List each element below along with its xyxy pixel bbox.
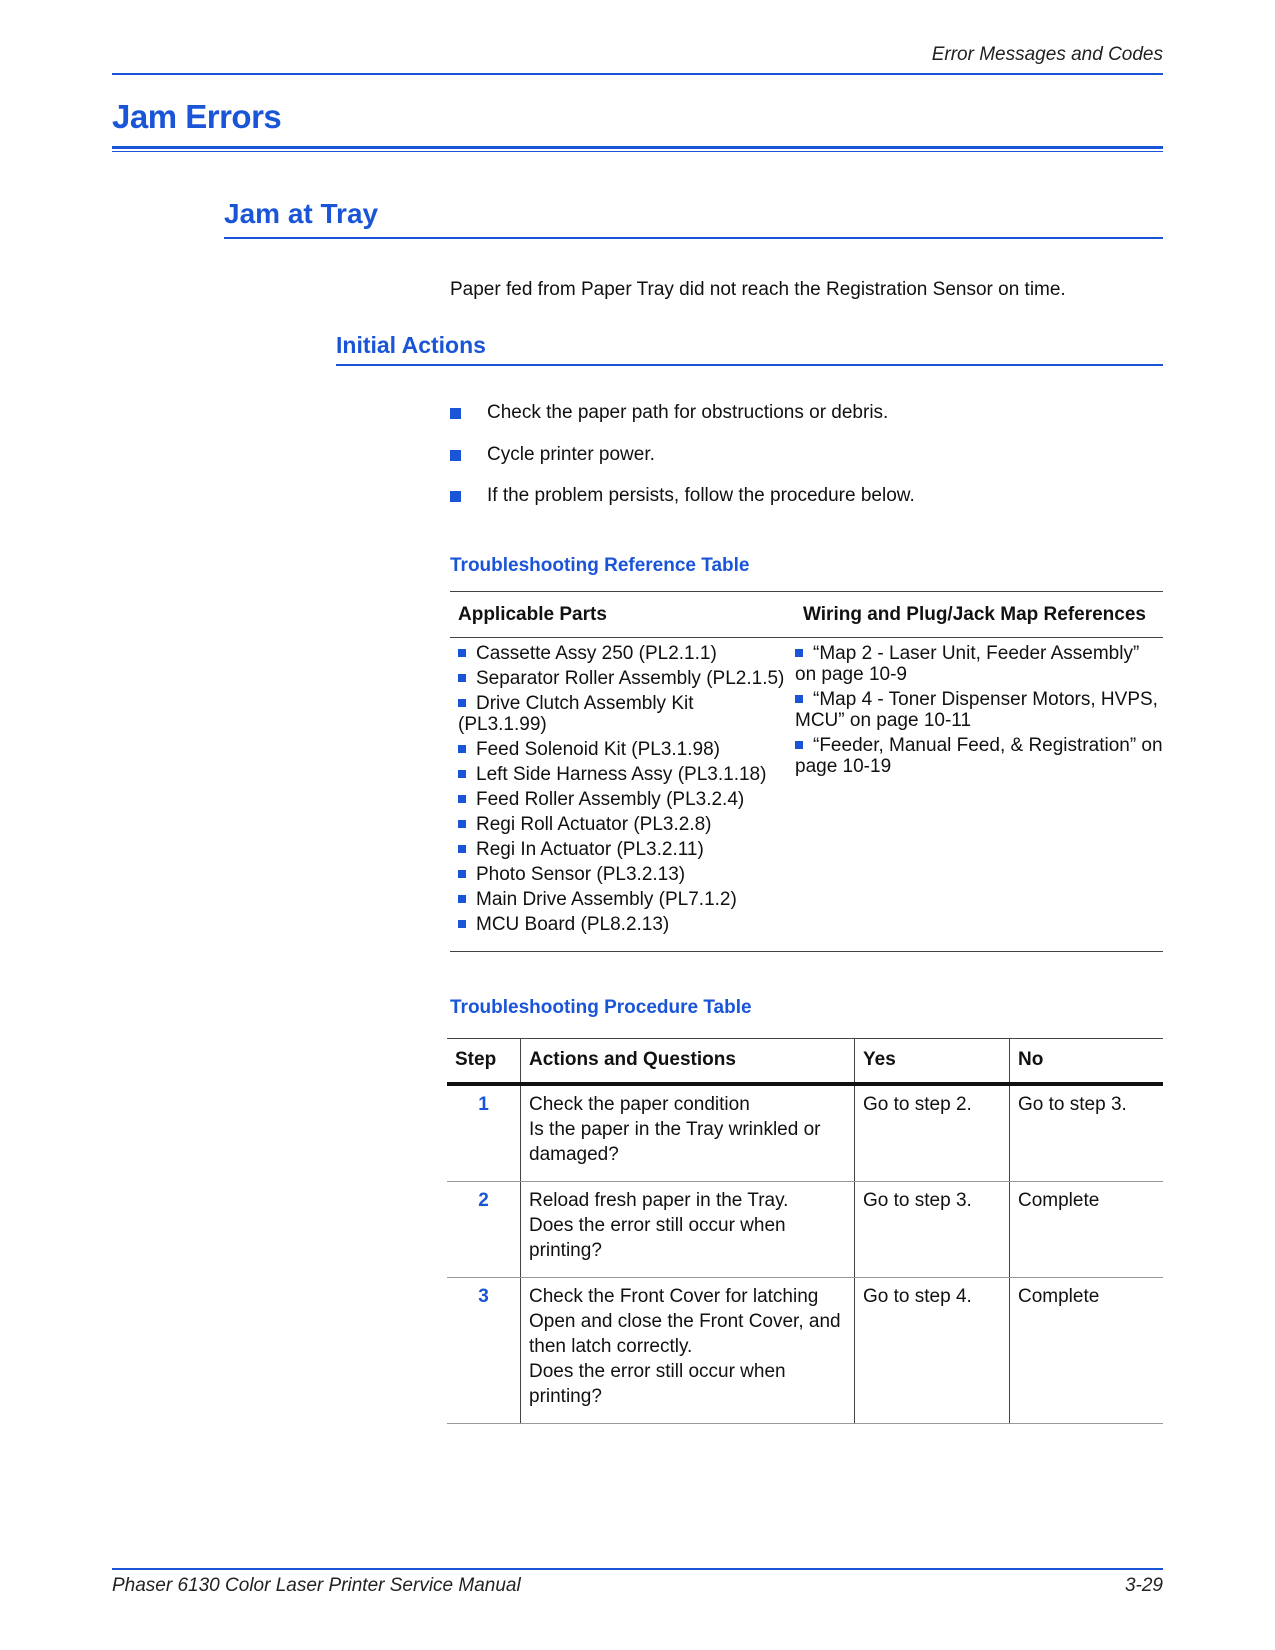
column-header-map-references: Wiring and Plug/Jack Map References [803, 603, 1146, 625]
square-bullet-icon [795, 695, 803, 703]
no-cell: Go to step 3. [1010, 1084, 1164, 1182]
list-item [450, 444, 1150, 486]
no-cell: Complete [1010, 1181, 1164, 1277]
footer-manual-title: Phaser 6130 Color Laser Printer Service Manual [112, 1575, 521, 1596]
column-header-no: No [1010, 1039, 1164, 1084]
part-item: Regi In Actuator (PL3.2.11) [458, 839, 787, 860]
yes-cell: Go to step 2. [855, 1084, 1010, 1182]
intro-text: Paper fed from Paper Tray did not reach the Registration Sensor on time. [450, 279, 1066, 300]
yes-cell: Go to step 4. [855, 1277, 1010, 1423]
square-bullet-icon [458, 745, 466, 753]
table-row [447, 1181, 1163, 1277]
square-bullet-icon [458, 674, 466, 682]
subsection-title: Initial Actions [336, 332, 486, 358]
page-title: Jam Errors [112, 98, 282, 135]
column-header-step: Step [455, 1049, 497, 1071]
part-item: Photo Sensor (PL3.2.13) [458, 864, 787, 885]
part-item: Feed Roller Assembly (PL3.2.4) [458, 789, 787, 810]
square-bullet-icon [458, 870, 466, 878]
map-reference-link[interactable]: “Feeder, Manual Feed, & Registration” on page 10-19 [795, 735, 1163, 777]
part-item: Drive Clutch Assembly Kit (PL3.1.99) [458, 693, 694, 735]
part-item: Main Drive Assembly (PL7.1.2) [458, 889, 787, 910]
table-header-row [447, 1039, 1163, 1084]
procedure-table-caption: Troubleshooting Procedure Table [450, 997, 752, 1018]
parts-cell [450, 643, 787, 939]
square-bullet-icon [458, 795, 466, 803]
reference-table [450, 591, 1163, 952]
square-bullet-icon [458, 770, 466, 778]
actions-cell: Check the paper condition Is the paper in the Tray wrinkled or damaged? [521, 1084, 855, 1182]
no-cell: Complete [1010, 1277, 1164, 1423]
list-item [450, 402, 1150, 444]
square-bullet-icon [458, 699, 466, 707]
square-bullet-icon [458, 649, 466, 657]
part-item: Feed Solenoid Kit (PL3.1.98) [458, 739, 787, 760]
table-row [447, 1084, 1163, 1182]
square-bullet-icon [450, 491, 461, 502]
column-header-applicable-parts: Applicable Parts [458, 603, 607, 625]
part-item: Left Side Harness Assy (PL3.1.18) [458, 764, 787, 785]
title-rule [112, 146, 1163, 149]
square-bullet-icon [450, 450, 461, 461]
table-row [447, 1277, 1163, 1423]
part-item: Regi Roll Actuator (PL3.2.8) [458, 814, 787, 835]
references-cell [787, 643, 1163, 939]
list-item-text: Cycle printer power. [487, 443, 655, 465]
section-title: Jam at Tray [224, 198, 379, 229]
step-number: 2 [447, 1181, 521, 1277]
column-header-actions: Actions and Questions [521, 1039, 855, 1084]
yes-cell: Go to step 3. [855, 1181, 1010, 1277]
section-rule [224, 237, 1163, 239]
title-rule-thin [112, 151, 1163, 152]
subsection-rule [336, 364, 1163, 366]
list-item-text: If the problem persists, follow the procedure below. [487, 485, 915, 506]
part-item: Separator Roller Assembly (PL2.1.5) [458, 668, 787, 689]
table-row [450, 638, 1163, 952]
actions-cell: Reload fresh paper in the Tray. Does the error still occur when printing? [521, 1181, 855, 1277]
map-reference-link[interactable]: “Map 2 - Laser Unit, Feeder Assembly” on page 10-9 [795, 643, 1140, 685]
map-reference-link[interactable]: “Map 4 - Toner Dispenser Motors, HVPS, MCU” on page 10-11 [795, 689, 1158, 731]
list-item-text: Check the paper path for obstructions or debris. [487, 402, 889, 423]
square-bullet-icon [458, 845, 466, 853]
column-header-yes: Yes [855, 1039, 1010, 1084]
square-bullet-icon [795, 741, 803, 749]
square-bullet-icon [795, 649, 803, 657]
page-number: 3-29 [1124, 1575, 1163, 1596]
step-number: 3 [447, 1277, 521, 1423]
list-item [450, 485, 1150, 527]
square-bullet-icon [458, 820, 466, 828]
procedure-table [447, 1038, 1163, 1424]
reference-table-caption: Troubleshooting Reference Table [450, 555, 750, 576]
part-item: MCU Board (PL8.2.13) [458, 914, 787, 935]
table-header-row [450, 592, 1163, 638]
step-number: 1 [447, 1084, 521, 1182]
initial-actions-list [450, 402, 1150, 527]
part-item: Cassette Assy 250 (PL2.1.1) [458, 643, 787, 664]
actions-cell: Check the Front Cover for latching Open and close the Front Cover, and then latch correctly. Does the error still occur when printing? [521, 1277, 855, 1423]
square-bullet-icon [458, 895, 466, 903]
running-head: Error Messages and Codes [931, 44, 1163, 65]
square-bullet-icon [450, 408, 461, 419]
footer-rule [112, 1568, 1163, 1570]
square-bullet-icon [458, 920, 466, 928]
header-rule [112, 73, 1163, 75]
